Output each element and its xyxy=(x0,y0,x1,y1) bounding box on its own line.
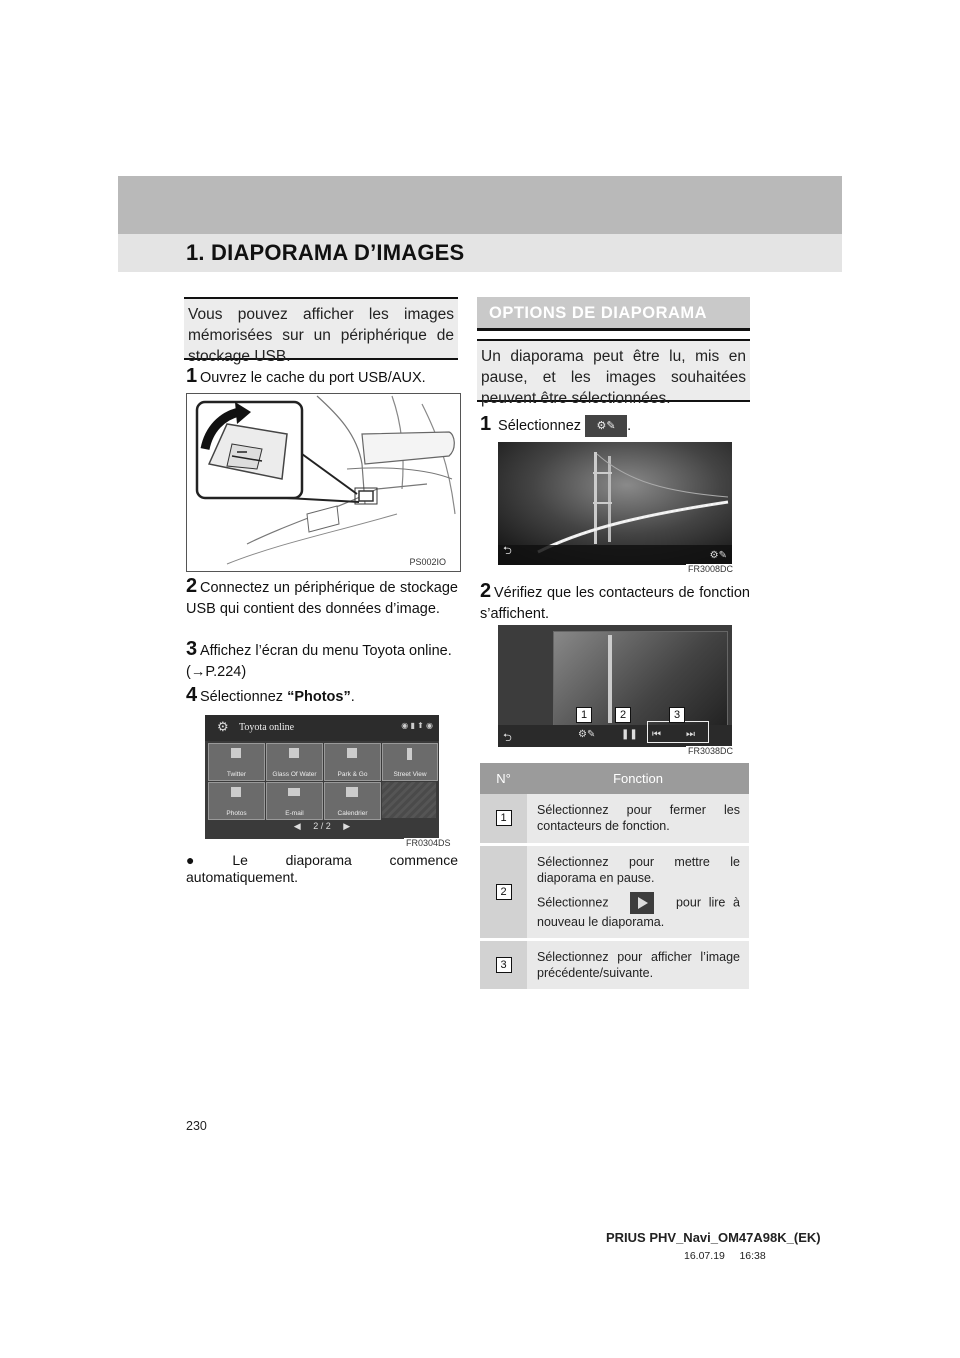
back-icon[interactable]: ⮌ xyxy=(503,545,512,557)
col-function-header: Fonction xyxy=(527,763,749,794)
callout-3: 3 xyxy=(669,707,685,723)
calendar-icon xyxy=(346,787,358,797)
row-number-cell xyxy=(480,844,527,939)
glass-icon xyxy=(289,748,299,758)
step-text: . xyxy=(627,418,632,434)
bullet-note xyxy=(186,852,458,886)
tile-grid xyxy=(208,743,436,819)
twitter-icon xyxy=(231,748,241,758)
callout-2: 2 xyxy=(615,707,631,723)
tile-label: Park & Go xyxy=(337,771,368,778)
intro-box xyxy=(184,297,458,365)
footer-model: PRIUS PHV_Navi_OM47A98K_(EK) xyxy=(606,1230,821,1245)
tile-twitter[interactable] xyxy=(208,743,265,781)
page-indicator: 2 / 2 xyxy=(313,821,331,831)
options-heading-text: OPTIONS DE DIAPORAMA xyxy=(489,304,708,322)
step-text-bold: “Photos” xyxy=(287,689,351,705)
screen-title: Toyota online xyxy=(239,722,295,733)
settings-icon[interactable]: ⚙✎ xyxy=(709,550,727,561)
empty-tile-area xyxy=(382,782,436,818)
options-step-2 xyxy=(480,581,750,625)
tile-label: Calendrier xyxy=(337,810,368,817)
step-number: 1 xyxy=(480,413,492,435)
pager xyxy=(205,821,439,837)
slideshow-figure-1 xyxy=(498,442,732,565)
row-text-part: Sélectionnez xyxy=(537,894,609,909)
step-number: 2 xyxy=(186,575,198,597)
step-4 xyxy=(186,685,458,708)
toyota-online-figure xyxy=(205,715,439,839)
options-step-1 xyxy=(480,414,752,437)
options-text: Un diaporama peut être lu, mis en pause, et les images souhaitées peuvent être sélectionnées. xyxy=(481,348,746,407)
step-number: 4 xyxy=(186,684,198,706)
play-icon xyxy=(630,892,654,914)
step-text: Sélectionnez xyxy=(498,418,582,434)
row-number: 1 xyxy=(496,810,512,826)
tile-email[interactable] xyxy=(266,782,323,820)
settings-icon[interactable]: ⚙✎ xyxy=(578,729,596,740)
tile-label: Street View xyxy=(393,771,427,778)
tile-label: Twitter xyxy=(226,771,247,778)
row-text-part: pour lire à nouveau le diaporama. xyxy=(537,894,740,929)
options-box xyxy=(477,339,750,407)
tile-glass-of-water[interactable] xyxy=(266,743,323,781)
row-text: Sélectionnez pour mettre le diaporama en pause. xyxy=(537,854,740,885)
row-number-cell xyxy=(480,939,527,990)
function-table xyxy=(480,763,749,992)
next-icon[interactable]: ⏭ xyxy=(686,729,695,740)
table-row xyxy=(480,939,749,990)
step-text: Affichez l’écran du menu Toyota online. (→P.224) xyxy=(186,643,452,680)
tile-photos[interactable] xyxy=(208,782,265,820)
step-text: Vérifiez que les contacteurs de fonction s’affichent. xyxy=(480,585,750,622)
tower xyxy=(608,635,612,723)
next-page-icon[interactable]: ▶ xyxy=(343,821,351,831)
row-number: 2 xyxy=(496,884,512,900)
previous-icon[interactable]: ⏮ xyxy=(652,729,661,740)
person-icon xyxy=(407,748,412,760)
figure-code: PS002IO xyxy=(409,557,446,567)
intro-text: Vous pouvez afficher les images mémorisées sur un périphérique de stockage USB. xyxy=(188,306,454,365)
bullet-text: Le diaporama commence automatiquement. xyxy=(186,852,458,885)
row-function-cell xyxy=(527,844,749,939)
step-text: Connectez un périphérique de stockage USB qui contient des données d’image. xyxy=(186,580,458,617)
tile-park-go[interactable] xyxy=(324,743,381,781)
step-number: 2 xyxy=(480,580,492,602)
figure-code: FR0304DS xyxy=(406,838,451,848)
prev-page-icon[interactable]: ◀ xyxy=(293,821,301,831)
table-row xyxy=(480,794,749,844)
callout-bracket xyxy=(647,721,709,743)
footer-date: 16.07.19 16:38 xyxy=(684,1250,766,1262)
table-row xyxy=(480,844,749,939)
tile-calendrier[interactable] xyxy=(324,782,381,820)
tile-street-view[interactable] xyxy=(382,743,438,781)
status-icons: ◉ ▮ ⬆ ◉ xyxy=(401,721,433,730)
screen-title-bar xyxy=(205,715,439,741)
step-number: 3 xyxy=(186,638,198,660)
slideshow-figure-2 xyxy=(498,625,732,747)
tile-label: Photos xyxy=(226,810,247,817)
row-number: 3 xyxy=(496,957,512,973)
options-heading xyxy=(477,297,750,331)
step-3 xyxy=(186,639,462,683)
step-text: . xyxy=(350,689,355,705)
tile-label: E-mail xyxy=(285,810,304,817)
park-icon xyxy=(347,748,357,758)
figure-code: FR3038DC xyxy=(688,746,734,756)
bridge-photo xyxy=(498,442,732,565)
table-header-row xyxy=(480,763,749,794)
row-text-2 xyxy=(537,892,740,930)
step-2 xyxy=(186,576,458,620)
page-title: 1. DIAPORAMA D’IMAGES xyxy=(186,240,465,265)
usb-port-illustration xyxy=(187,394,460,571)
pause-icon[interactable]: ❚❚ xyxy=(621,729,638,740)
page-number: 230 xyxy=(186,1119,207,1133)
step-text: Sélectionnez xyxy=(200,689,288,705)
callout-1: 1 xyxy=(576,707,592,723)
header-top-strip xyxy=(118,176,842,234)
usb-port-figure xyxy=(186,393,461,572)
mail-icon xyxy=(288,788,300,796)
step-1 xyxy=(186,366,458,389)
step-number: 1 xyxy=(186,365,198,387)
row-function-cell: Sélectionnez pour fermer les contacteurs de fonction. xyxy=(527,794,749,844)
back-icon[interactable]: ⮌ xyxy=(503,732,512,744)
row-function-cell: Sélectionnez pour afficher l’image précédente/suivante. xyxy=(527,939,749,990)
tile-label: Glass Of Water xyxy=(272,771,317,778)
step-text: Ouvrez le cache du port USB/AUX. xyxy=(200,370,426,386)
row-number-cell xyxy=(480,794,527,844)
figure-code: FR3008DC xyxy=(688,564,734,574)
globe-icon: ⚙ xyxy=(217,719,229,734)
photos-icon xyxy=(231,787,241,797)
col-num-header: N° xyxy=(480,763,527,794)
settings-button-icon: ⚙✎ xyxy=(585,415,627,437)
bullet-icon: ● xyxy=(186,852,229,868)
